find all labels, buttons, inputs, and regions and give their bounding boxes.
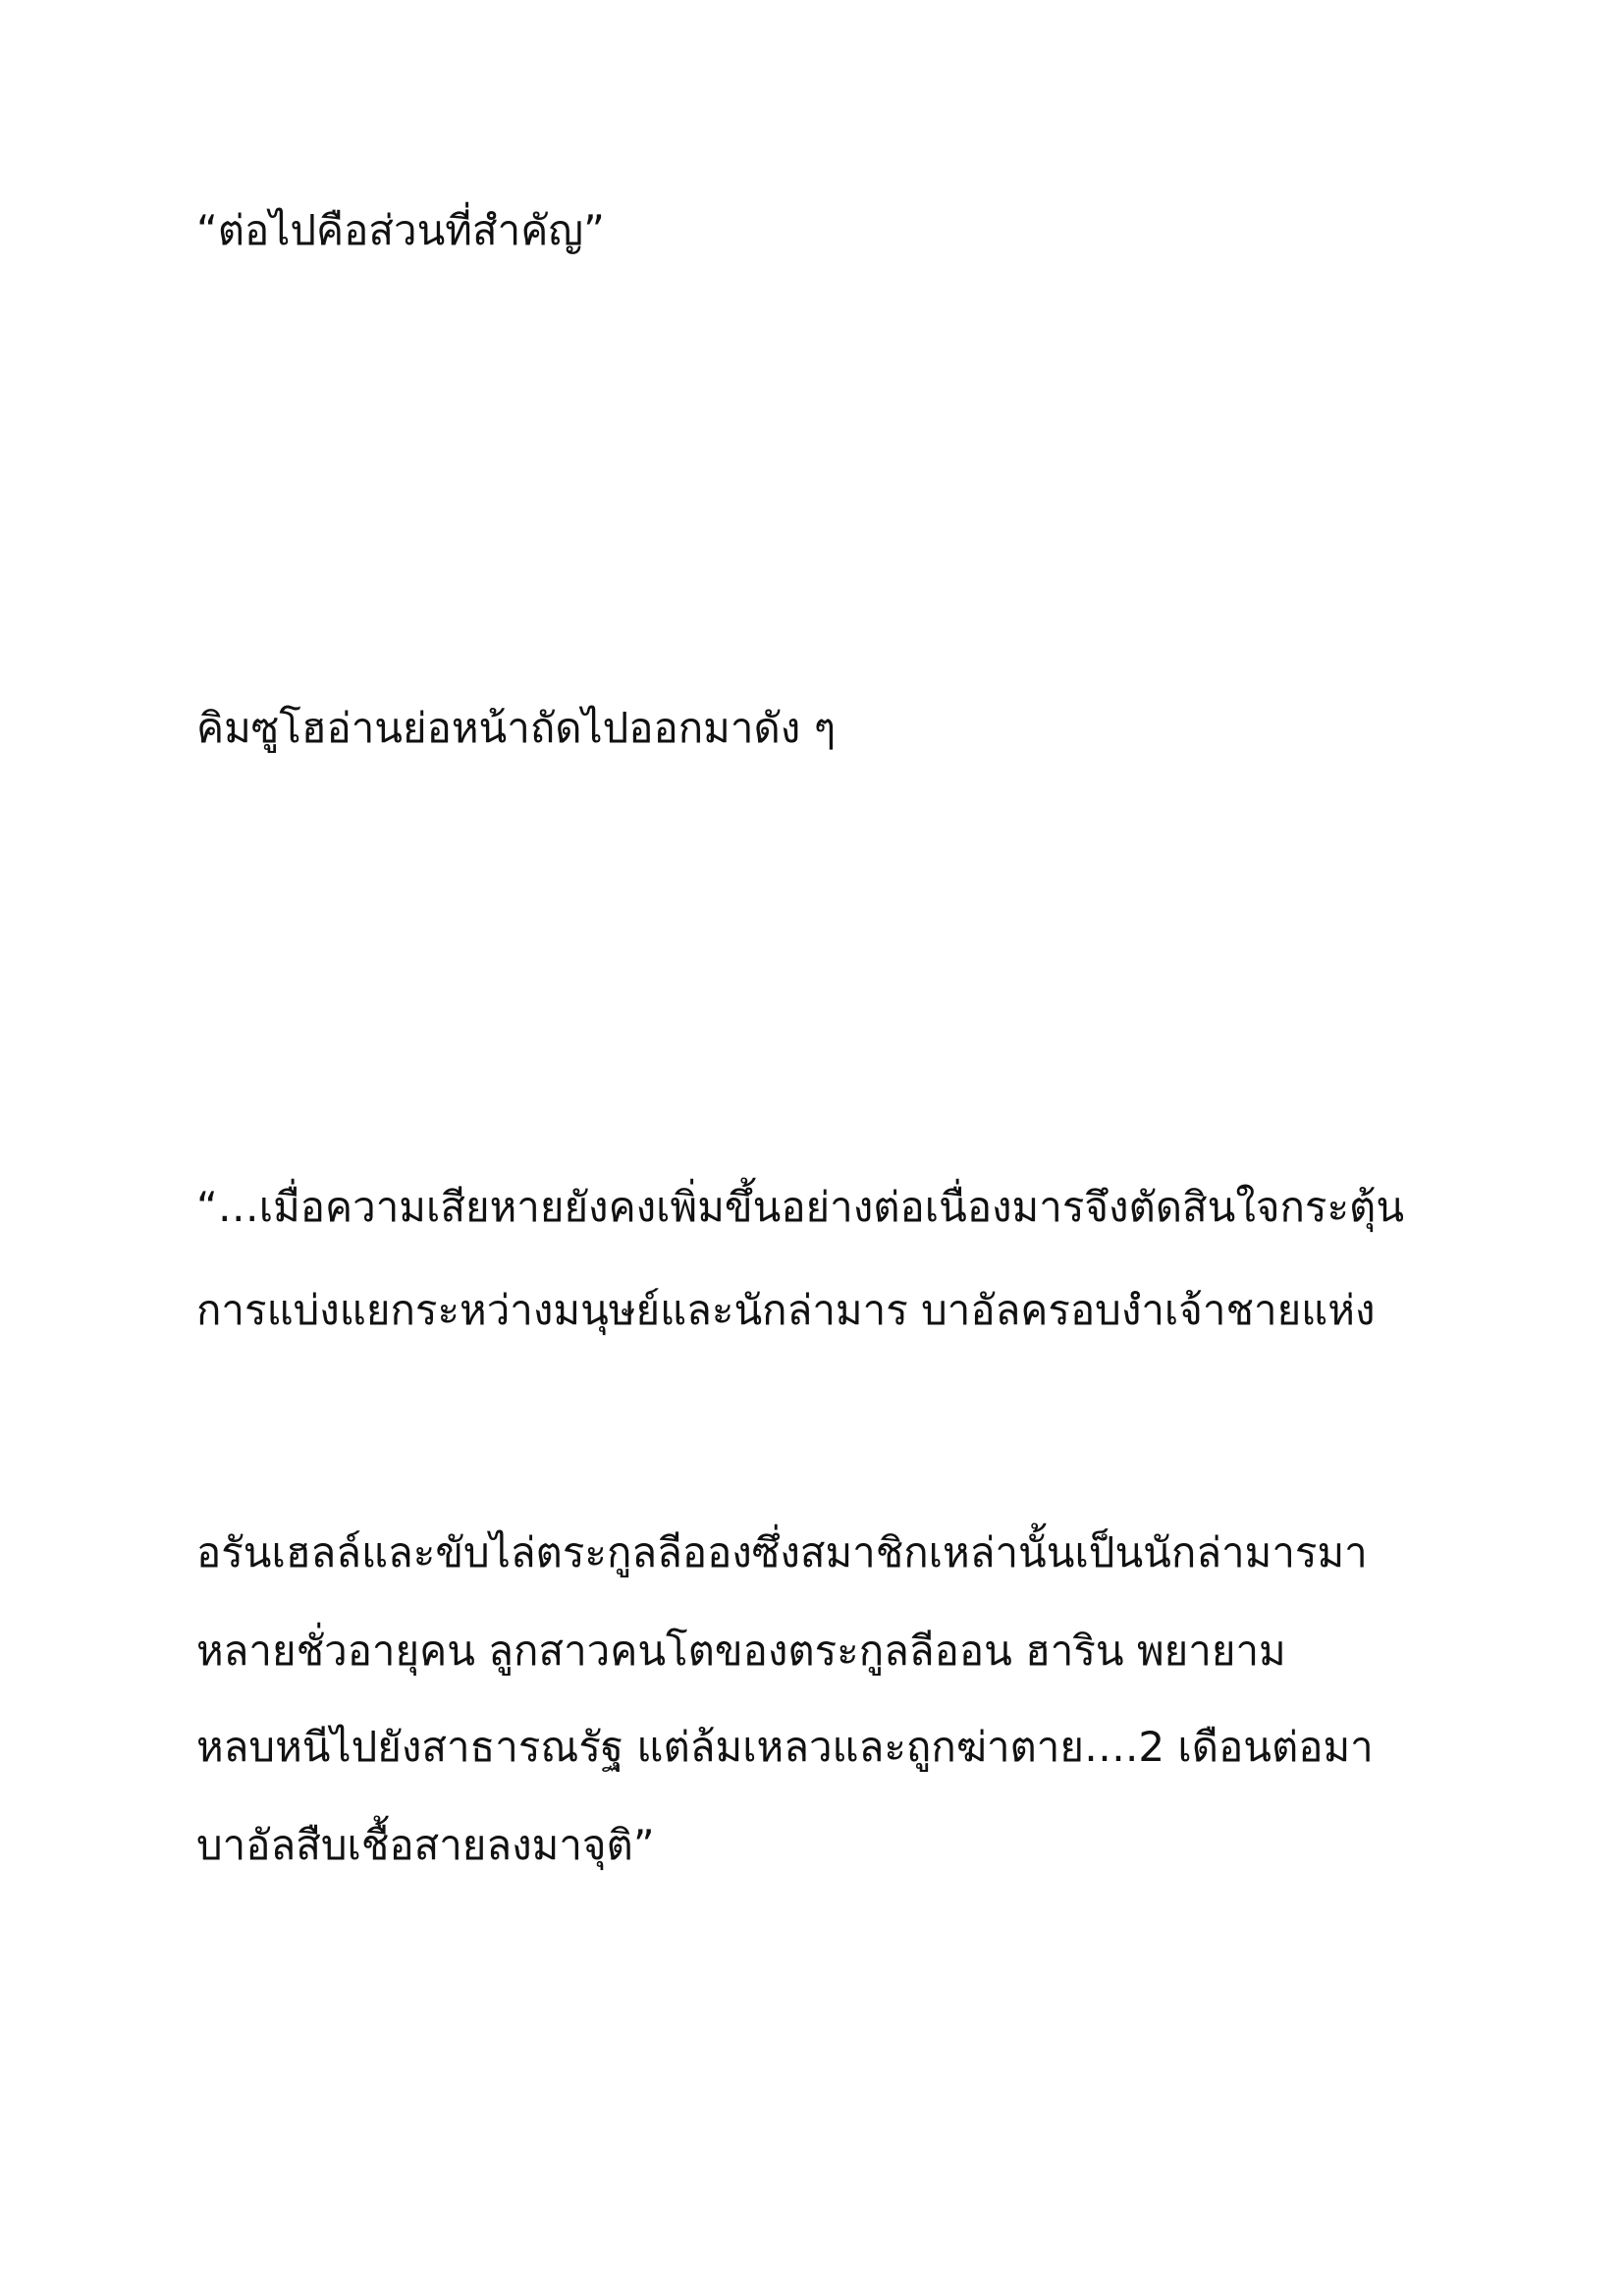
dialogue-line-important-part: “ต่อไปคือส่วนที่สำคัญ” <box>196 206 605 254</box>
quoted-passage-line-1: “…เมื่อความเสียหายยังคงเพิ่มขึ้นอย่างต่อเนื่องมารจึงตัดสินใจกระตุ้น <box>196 1183 1405 1231</box>
quoted-passage-line-3: อรันเฮลล์และขับไล่ตระกูลลีอองซึ่งสมาชิกเหล่านั้นเป็นนักล่ามารมา <box>196 1528 1368 1576</box>
quoted-passage-line-2: การแบ่งแยกระหว่างมนุษย์และนักล่ามาร บาอัลครอบงำเจ้าชายแห่ง <box>196 1286 1376 1334</box>
quoted-passage-line-4: หลายชั่วอายุคน ลูกสาวคนโตของตระกูลลีออน ฮาริน พยายาม <box>196 1627 1286 1675</box>
narration-line-kim-suho-reads: คิมซูโฮอ่านย่อหน้าถัดไปออกมาดัง ๆ <box>196 704 837 752</box>
quoted-passage-line-6: บาอัลสืบเชื้อสายลงมาจุติ” <box>196 1821 655 1869</box>
quoted-passage-line-5: หลบหนีไปยังสาธารณรัฐ แต่ล้มเหลวและถูกฆ่าตาย….2 เดือนต่อมา <box>196 1723 1374 1771</box>
